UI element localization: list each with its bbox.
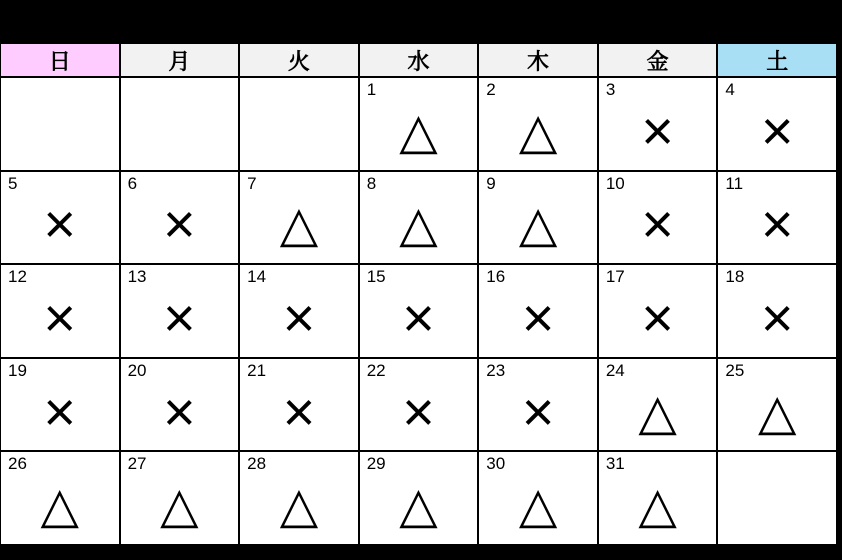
day-number: 16 [486,267,506,287]
day-number: 1 [366,80,377,99]
day-number: 29 [366,454,386,474]
cross-mark: × [760,192,794,256]
triangle-mark: △ [279,477,319,534]
day-number: 4 [725,80,735,99]
weekday-header-tue: 火 [240,44,358,76]
day-number: 28 [247,454,267,474]
triangle-mark: △ [160,477,199,534]
cross-mark: × [163,192,196,256]
day-cell-empty [121,78,239,170]
day-cell-13[interactable] [121,265,239,357]
day-number: 7 [247,173,257,193]
day-number: 15 [366,267,386,287]
cross-mark: × [163,379,196,443]
day-cell-empty [1,78,119,170]
day-cell-18[interactable] [718,265,836,357]
day-cell-3[interactable] [599,78,717,170]
day-cell-29[interactable] [360,452,478,544]
day-cell-10[interactable] [599,172,717,264]
cross-mark: × [641,285,674,349]
triangle-mark: △ [399,102,438,159]
day-cell-30[interactable] [479,452,597,544]
weekday-header-sun: 日 [1,44,119,76]
cross-mark: × [43,192,77,256]
day-number: 23 [486,360,506,380]
day-number: 31 [605,454,625,474]
day-cell-17[interactable] [599,265,717,357]
day-cell-empty [240,78,358,170]
day-cell-5[interactable] [1,172,119,264]
day-number: 25 [725,360,745,380]
cross-mark: × [43,379,77,443]
cross-mark: × [282,379,316,443]
weekday-header-thu: 木 [479,44,597,76]
day-cell-22[interactable] [360,359,478,451]
day-number: 6 [127,173,138,193]
cross-mark: × [402,379,435,443]
weekday-header-wed: 水 [360,44,478,76]
weekday-header-mon: 月 [121,44,239,76]
day-cell-9[interactable] [479,172,597,264]
day-cell-12[interactable] [1,265,119,357]
day-cell-6[interactable] [121,172,239,264]
day-cell-7[interactable] [240,172,358,264]
day-number: 20 [127,360,147,380]
day-number: 22 [366,360,386,380]
day-number: 13 [127,267,147,287]
day-cell-2[interactable] [479,78,597,170]
triangle-mark: △ [399,196,438,253]
day-cell-24[interactable] [599,359,717,451]
day-cell-25[interactable] [718,359,836,451]
calendar-grid [0,42,838,546]
day-number: 8 [366,173,377,193]
day-cell-15[interactable] [360,265,478,357]
day-number: 2 [486,80,496,99]
day-number: 26 [8,454,27,474]
day-cell-8[interactable] [360,172,478,264]
day-cell-23[interactable] [479,359,597,451]
cross-mark: × [760,98,794,162]
day-number: 11 [725,173,744,193]
triangle-mark: △ [518,477,558,534]
day-cell-26[interactable] [1,452,119,544]
triangle-mark: △ [757,383,797,440]
day-cell-19[interactable] [1,359,119,451]
cross-mark: × [641,98,674,162]
day-cell-20[interactable] [121,359,239,451]
triangle-mark: △ [399,477,438,534]
day-number: 14 [247,267,267,287]
cross-mark: × [43,285,77,349]
cross-mark: × [521,379,555,443]
triangle-mark: △ [518,102,558,159]
cross-mark: × [163,285,196,349]
day-number: 21 [247,360,267,380]
day-number: 30 [486,454,506,474]
weekday-header-sat: 土 [718,44,836,76]
day-cell-4[interactable] [718,78,836,170]
day-number: 5 [8,173,18,193]
day-cell-31[interactable] [599,452,717,544]
day-cell-14[interactable] [240,265,358,357]
day-cell-empty [718,452,836,544]
cross-mark: × [282,285,316,349]
triangle-mark: △ [518,196,558,253]
triangle-mark: △ [638,477,677,534]
day-cell-1[interactable] [360,78,478,170]
day-cell-16[interactable] [479,265,597,357]
day-cell-28[interactable] [240,452,358,544]
day-cell-27[interactable] [121,452,239,544]
day-cell-21[interactable] [240,359,358,451]
triangle-mark: △ [40,477,79,534]
cross-mark: × [641,192,674,256]
day-number: 19 [8,360,27,380]
day-number: 3 [605,80,616,99]
cross-mark: × [760,285,794,349]
day-cell-11[interactable] [718,172,836,264]
triangle-mark: △ [638,383,677,440]
day-number: 17 [605,267,625,287]
day-number: 10 [605,173,625,193]
cross-mark: × [521,285,555,349]
triangle-mark: △ [279,196,319,253]
weekday-header-fri: 金 [599,44,717,76]
day-number: 12 [8,267,27,287]
cross-mark: × [402,285,435,349]
day-number: 27 [127,454,147,474]
day-number: 18 [725,267,745,287]
day-number: 9 [486,173,496,193]
day-number: 24 [605,360,625,380]
